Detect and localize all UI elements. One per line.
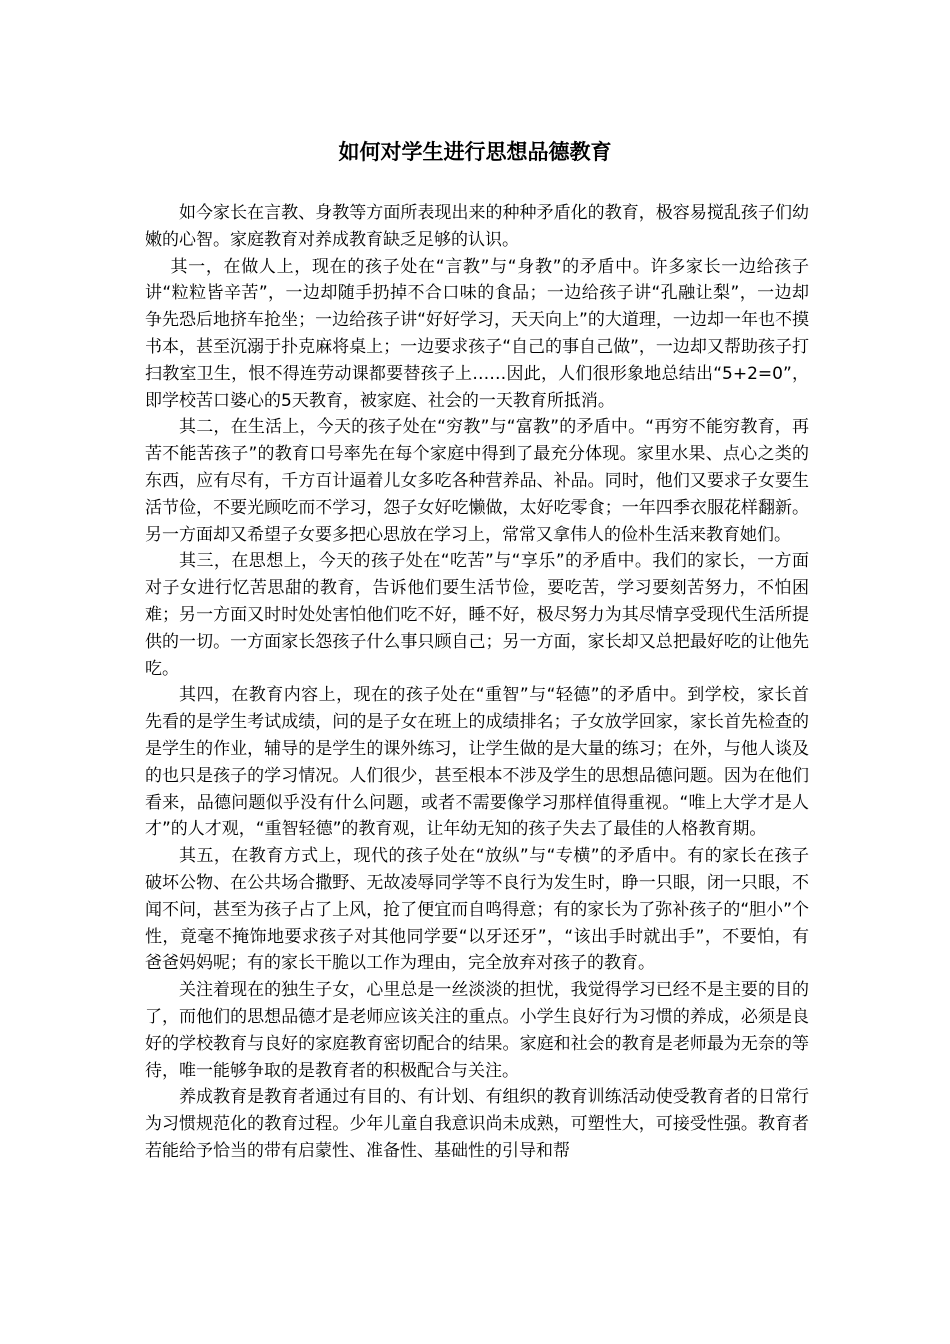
document-body xyxy=(145,200,809,1165)
paragraph-fourth-point: 其四，在教育内容上，现在的孩子处在“重智”与“轻德”的矛盾中。到学校，家长首先看的是学生考试成绩，问的是子女在班上的成绩排名；子女放学回家，家长首先检查的是学生的作业，辅导的是学生的课外练习，让学生做的是大量的练习；在外，与他人谈及的也只是孩子的学习情况。人们很少，甚至根本不涉及学生的思想品德问题。因为在他们看来，品德问题似乎没有什么问题，或者不需要像学习那样值得重视。“唯上大学才是人才”的人才观，“重智轻德”的教育观，让年幼无知的孩子失去了最佳的人格教育期。 xyxy=(145,685,809,840)
paragraph-third-point: 其三，在思想上，今天的孩子处在“吃苦”与“享乐”的矛盾中。我们的家长，一方面对子女进行忆苦思甜的教育，告诉他们要生活节俭，要吃苦，学习要刻苦努力，不怕困难；另一方面又时时处处害怕他们吃不好，睡不好，极尽努力为其尽情享受现代生活所提供的一切。一方面家长怨孩子什么事只顾自己；另一方面，家长却又总把最好吃的让他先吃。 xyxy=(145,551,809,679)
paragraph-fifth-point: 其五，在教育方式上，现代的孩子处在“放纵”与“专横”的矛盾中。有的家长在孩子破坏公物、在公共场合撒野、无故凌辱同学等不良行为发生时，睁一只眼，闭一只眼，不闻不问，甚至为孩子占了上风，抢了便宜而自鸣得意；有的家长为了弥补孩子的“胆小”个性，竟毫不掩饰地要求孩子对其他同学要“以牙还牙”，“该出手时就出手”，不要怕，有爸爸妈妈呢；有的家长干脆以工作为理由，完全放弃对孩子的教育。 xyxy=(145,846,809,974)
paragraph-intro: 如今家长在言教、身教等方面所表现出来的种种矛盾化的教育，极容易搅乱孩子们幼嫩的心智。家庭教育对养成教育缺乏足够的认识。 xyxy=(145,203,809,250)
paragraph-second-point: 其二，在生活上，今天的孩子处在“穷教”与“富教”的矛盾中。“再穷不能穷教育，再苦不能苦孩子”的教育口号率先在每个家庭中得到了最充分体现。家里水果、点心之类的东西，应有尽有，千方百计逼着儿女多吃各种营养品、补品。同时，他们又要求子女要生活节俭，不要光顾吃而不学习，怨子女好吃懒做，太好吃零食；一年四季衣服花样翻新。另一方面却又希望子女要多把心思放在学习上，常常又拿伟人的俭朴生活来教育她们。 xyxy=(145,417,809,545)
paragraph-concern: 关注着现在的独生子女，心里总是一丝淡淡的担忧，我觉得学习已经不是主要的目的了，而他们的思想品德才是老师应该关注的重点。小学生良好行为习惯的养成，必须是良好的学校教育与良好的家庭教育密切配合的结果。家庭和社会的教育是老师最为无奈的等待，唯一能够争取的是教育者的积极配合与关注。 xyxy=(145,980,809,1081)
paragraph-habit-education: 养成教育是教育者通过有目的、有计划、有组织的教育训练活动使受教育者的日常行为习惯规范化的教育过程。少年儿童自我意识尚未成熟，可塑性大，可接受性强。教育者若能给予恰当的带有启蒙性、准备性、基础性的引导和帮 xyxy=(145,1087,809,1161)
paragraph-first-point: 其一，在做人上，现在的孩子处在“言教”与“身教”的矛盾中。许多家长一边给孩子讲“粒粒皆辛苦”，一边却随手扔掉不合口味的食品；一边给孩子讲“孔融让梨”，一边却争先恐后地挤车抢坐；一边给孩子讲“好好学习，天天向上”的大道理，一边却一年也不摸书本，甚至沉溺于扑克麻将桌上；一边要求孩子“自己的事自己做”，一边却又帮助孩子打扫教室卫生，恨不得连劳动课都要替孩子上……因此，人们很形象地总结出“5+2=0”，即学校苦口婆心的5天教育，被家庭、社会的一天教育所抵消。 xyxy=(145,256,809,411)
document-title: 如何对学生进行思想品德教育 xyxy=(338,140,612,164)
